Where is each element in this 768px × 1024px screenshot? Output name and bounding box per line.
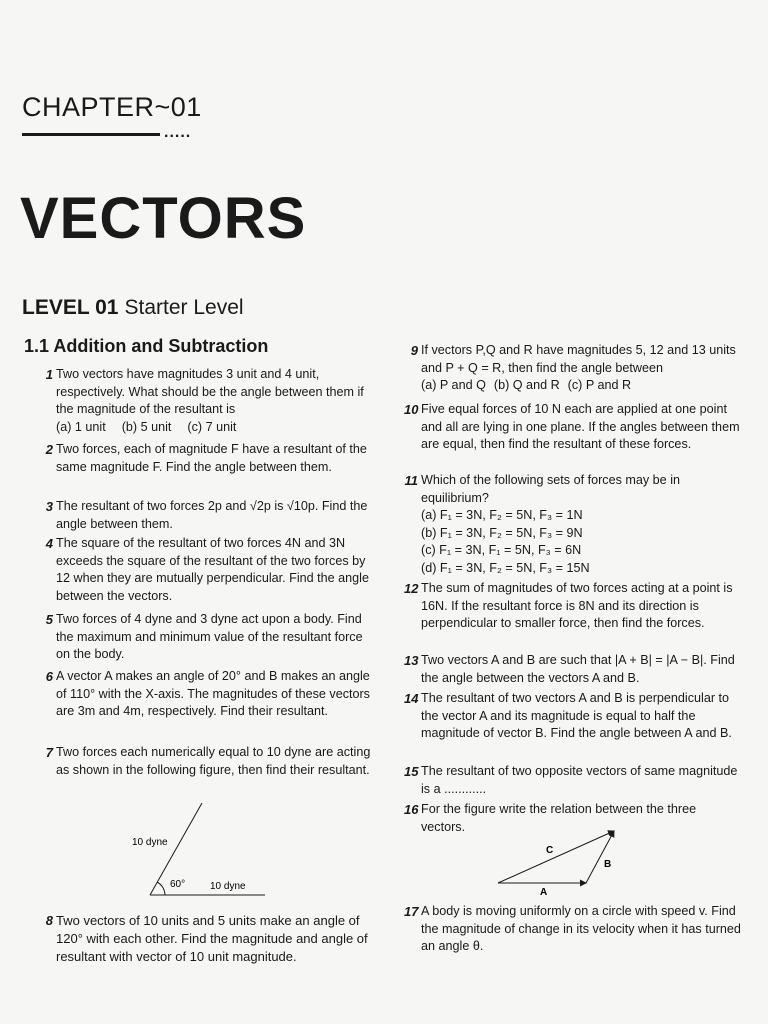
- question-text: The sum of magnitudes of two forces acting at a point is 16N. If the resultant force is 8N and its direction is perpendicular to smaller force, then find the forces.: [421, 581, 733, 630]
- question-text: Two forces, each of magnitude F have a resultant of the same magnitude F. Find the angle between them.: [56, 442, 367, 474]
- question-text: Which of the following sets of forces may be in equilibrium?: [421, 473, 680, 505]
- chapter-dots: .....: [164, 124, 192, 141]
- question-17: [404, 903, 743, 956]
- question-number: 6: [45, 669, 53, 684]
- question-number: 9: [410, 343, 418, 358]
- question-number: 15: [404, 764, 419, 779]
- question-text: Two forces each numerically equal to 10 dyne are acting as shown in the following figure, then find their resultant.: [56, 745, 371, 777]
- vector-a-label: A: [540, 887, 548, 897]
- vector-b-line: [586, 831, 614, 883]
- section-heading: 1.1 Addition and Subtraction: [24, 336, 269, 356]
- vector-c-label: C: [546, 845, 554, 856]
- force-label-horizontal: 10 dyne: [210, 881, 246, 892]
- question-text: The square of the resultant of two forces 4N and 3N exceeds the square of the resultant of the two forces by 12 when they are mutually perpendicular. Find the angle between the vectors.: [56, 536, 369, 603]
- question-7: [45, 744, 374, 779]
- question-text: For the figure write the relation between the three vectors.: [421, 802, 697, 834]
- angle-label: 60°: [170, 879, 186, 890]
- question-5: [45, 611, 374, 664]
- figure-16-diagram: [490, 825, 625, 897]
- question-text: The resultant of two vectors A and B is perpendicular to the vector A and its magnitude is equal to half the magnitude of vector B. Find the angle between A and B.: [421, 691, 732, 740]
- question-number: 13: [404, 653, 419, 668]
- question-15: [404, 763, 743, 798]
- question-3: [45, 498, 374, 533]
- question-number: 4: [45, 536, 53, 551]
- question-text: Two forces of 4 dyne and 3 dyne act upon a body. Find the maximum and minimum value of the resultant force on the body.: [56, 612, 363, 661]
- question-number: 17: [404, 904, 419, 919]
- question-number: 3: [45, 499, 53, 514]
- question-number: 1: [45, 367, 53, 382]
- option-a: (a) F₁ = 3N, F₂ = 5N, F₃ = 1N: [421, 508, 583, 522]
- question-text: A body is moving uniformly on a circle with speed v. Find the magnitude of change in its velocity when it has turned an angle θ.: [421, 904, 741, 953]
- question-6: [45, 668, 374, 721]
- question-14: [404, 690, 743, 743]
- vector-b-label: B: [604, 859, 612, 870]
- level-label: LEVEL 01: [22, 296, 119, 319]
- question-2: [45, 441, 374, 476]
- question-text: A vector A makes an angle of 20° and B makes an angle of 110° with the X-axis. The magnitudes of these vectors are 3m and 4m, respectively. Find their resultant.: [56, 669, 370, 718]
- question-text: If vectors P,Q and R have magnitudes 5, 12 and 13 units and P + Q = R, then find the angle between: [421, 343, 736, 375]
- question-options: [56, 419, 374, 437]
- figure-7-diagram: [120, 795, 280, 905]
- question-number: 7: [45, 745, 53, 760]
- angle-arc: [157, 882, 165, 895]
- question-number: 2: [45, 442, 53, 457]
- question-8: [45, 912, 374, 966]
- option-b: (b) 5 unit: [121, 419, 172, 434]
- question-13: [404, 652, 743, 687]
- question-options: [421, 507, 743, 577]
- question-text: Two vectors have magnitudes 3 unit and 4 unit, respectively. What should be the angle between them if the magnitude of the resultant is: [56, 367, 364, 416]
- question-4: [45, 535, 374, 605]
- question-number: 12: [404, 581, 419, 596]
- option-c: (c) P and R: [567, 378, 632, 392]
- option-d: (d) F₁ = 3N, F₂ = 5N, F₃ = 15N: [421, 560, 590, 575]
- question-12: [404, 580, 743, 633]
- question-options: [421, 377, 743, 395]
- option-b: (b) F₁ = 3N, F₂ = 5N, F₃ = 9N: [421, 525, 583, 540]
- level-name: Starter Level: [124, 296, 244, 319]
- question-text: The resultant of two forces 2p and √2p is √10p. Find the angle between them.: [56, 499, 368, 531]
- question-number: 14: [404, 691, 419, 706]
- question-number: 10: [404, 402, 419, 417]
- option-c: (c) F₁ = 3N, F₁ = 5N, F₃ = 6N: [421, 543, 582, 557]
- force-label-inclined: 10 dyne: [132, 837, 168, 848]
- chapter-underline: [22, 133, 160, 136]
- question-number: 8: [45, 913, 53, 928]
- option-b: (b) Q and R: [493, 378, 560, 392]
- question-10: [404, 401, 743, 454]
- question-number: 5: [45, 612, 53, 627]
- question-1: [45, 366, 374, 436]
- chapter-heading: CHAPTER~01: [22, 92, 202, 122]
- question-9: [410, 342, 743, 395]
- question-number: 11: [404, 473, 418, 488]
- question-text: Five equal forces of 10 N each are applied at one point and all are lying in one plane. If the angles between them are equal, then find the resultant of these forces.: [421, 402, 740, 451]
- page-title: VECTORS: [20, 186, 307, 251]
- question-text: Two vectors A and B are such that |A + B| = |A − B|. Find the angle between the vectors A and B.: [421, 653, 735, 685]
- option-c: (c) 7 unit: [187, 419, 237, 434]
- vector-c-line: [498, 831, 614, 883]
- option-a: (a) 1 unit: [56, 419, 106, 434]
- question-text: The resultant of two opposite vectors of same magnitude is a ............: [421, 764, 738, 796]
- option-a: (a) P and Q: [421, 378, 486, 392]
- level-heading: [22, 296, 244, 320]
- question-number: 16: [404, 802, 419, 817]
- question-text: Two vectors of 10 units and 5 units make an angle of 120° with each other. Find the magnitude and angle of resultant with vector of 10 unit magnitude.: [56, 913, 368, 964]
- question-11: [404, 472, 743, 577]
